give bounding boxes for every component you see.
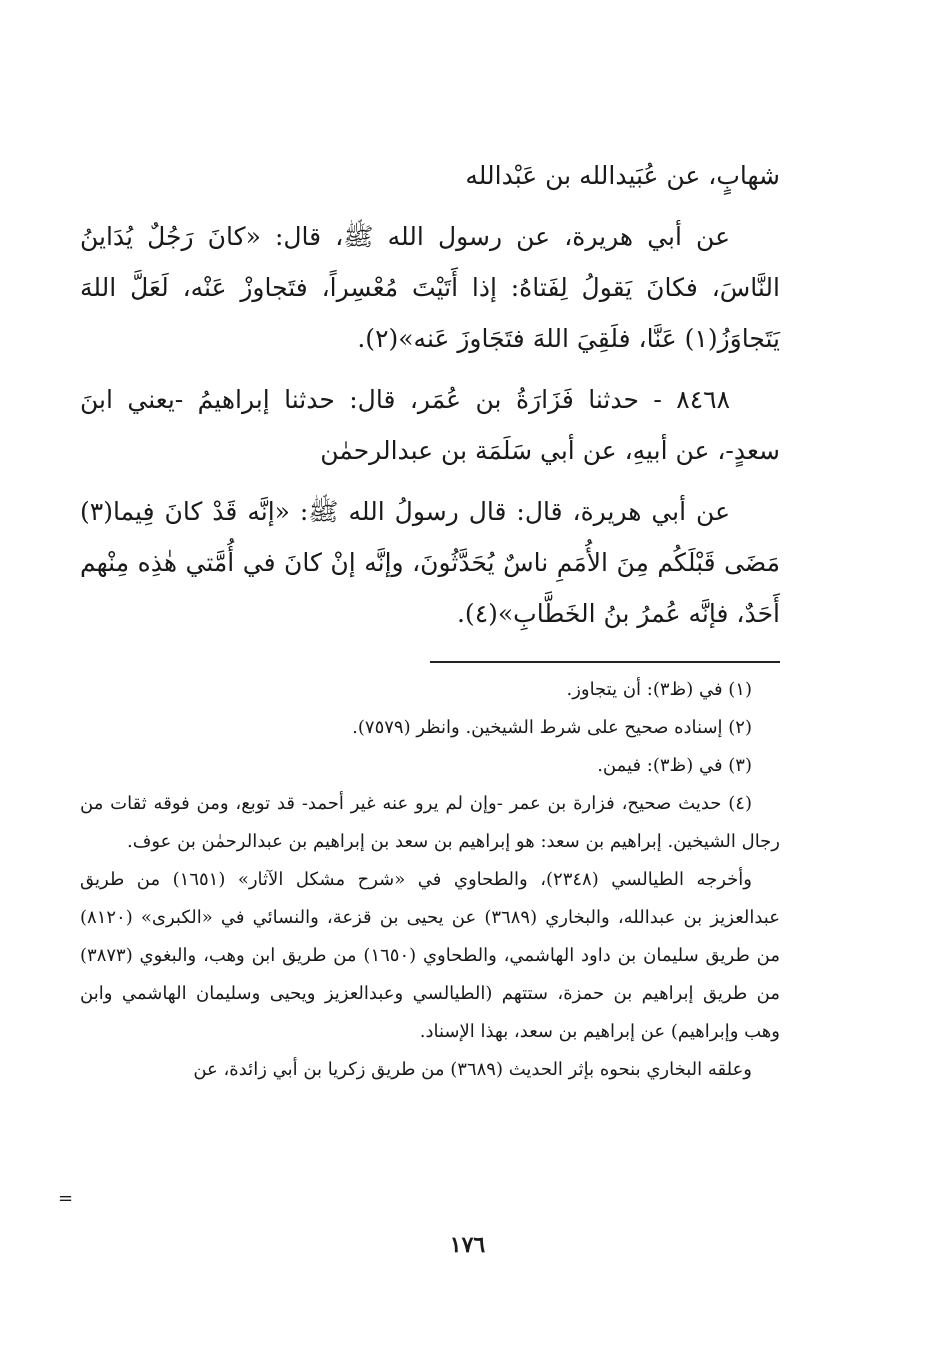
page-number: ١٧٦ [449, 1232, 486, 1258]
footnote: (٤) حديث صحيح، فزارة بن عمر -وإن لم يرو عنه غير أحمد- قد توبع، ومن فوقه ثقات من رجال الشيخين. إبراهيم بن سعد: هو إبراهيم بن سعد بن إبراهيم بن عبدالرحمٰن بن عوف. [80, 793, 780, 852]
footnote-paragraph: وعلقه البخاري بنحوه بإثر الحديث (٣٦٨٩) من طريق زكريا بن أبي زائدة، عن [193, 1059, 752, 1080]
footnote: (٣) في (ظ٣): فيمن. [597, 755, 752, 776]
text-paragraph: عن أبي هريرة، قال: قال رسولُ الله ﷺ: «إنَّه قَدْ كانَ فِيما(٣) مَضَى قَبْلَكُم مِنَ الأُمَمِ ناسٌ يُحَدَّثُونَ، وإنَّه إنْ كانَ في أُمَّتي هٰذِه مِنْهم أَحَدٌ، فإنَّه عُمرُ بنُ الخَطَّابِ»(٤). [80, 497, 780, 628]
footnote: (٢) إسناده صحيح على شرط الشيخين. وانظر (٧٥٧٩). [352, 717, 752, 738]
footnote-paragraph: وأخرجه الطيالسي (٢٣٤٨)، والطحاوي في «شرح مشكل الآثار» (١٦٥١) من طريق عبدالعزيز بن عبدالله، والبخاري (٣٦٨٩) عن يحيى بن قزعة، والنسائي في «الكبرى» (٨١٢٠) من طريق سليمان بن داود الهاشمي، والطحاوي (١٦٥٠) من طريق ابن وهب، والبغوي (٣٨٧٣) من طريق إبراهيم بن حمزة، ستتهم (الطيالسي وعبدالعزيز ويحيى وسليمان الهاشمي وابن وهب وإبراهيم) عن إبراهيم بن سعد، بهذا الإسناد. [80, 869, 780, 1042]
footnotes [80, 671, 780, 1089]
text-paragraph: شهابٍ، عن عُبَيدالله بن عَبْدالله [465, 161, 780, 190]
footnote-divider [430, 661, 780, 663]
text-paragraph: عن أبي هريرة، عن رسول الله ﷺ، قال: «كانَ رَجُلٌ يُدَاينُ النَّاسَ، فكانَ يَقولُ لِفَتاهُ: إذا أَتَيْتَ مُعْسِراً، فتَجاوزْ عَنْه، لَعَلَّ اللهَ يَتَجاوَزُ(١) عَنَّا، فلَقِيَ اللهَ فتَجَاوزَ عَنه»(٢). [80, 222, 780, 353]
text-paragraph: ٨٤٦٨ - حدثنا فَزَارَةُ بن عُمَر، قال: حدثنا إبراهيمُ -يعني ابنَ سعدٍ-، عن أبيهِ، عن أبي سَلَمَة بن عبدالرحمٰن [80, 385, 780, 465]
page-content [80, 150, 780, 1089]
main-text [80, 150, 780, 639]
footnote: (١) في (ظ٣): أن يتجاوز. [566, 679, 752, 700]
continuation-mark: = [58, 1188, 74, 1209]
